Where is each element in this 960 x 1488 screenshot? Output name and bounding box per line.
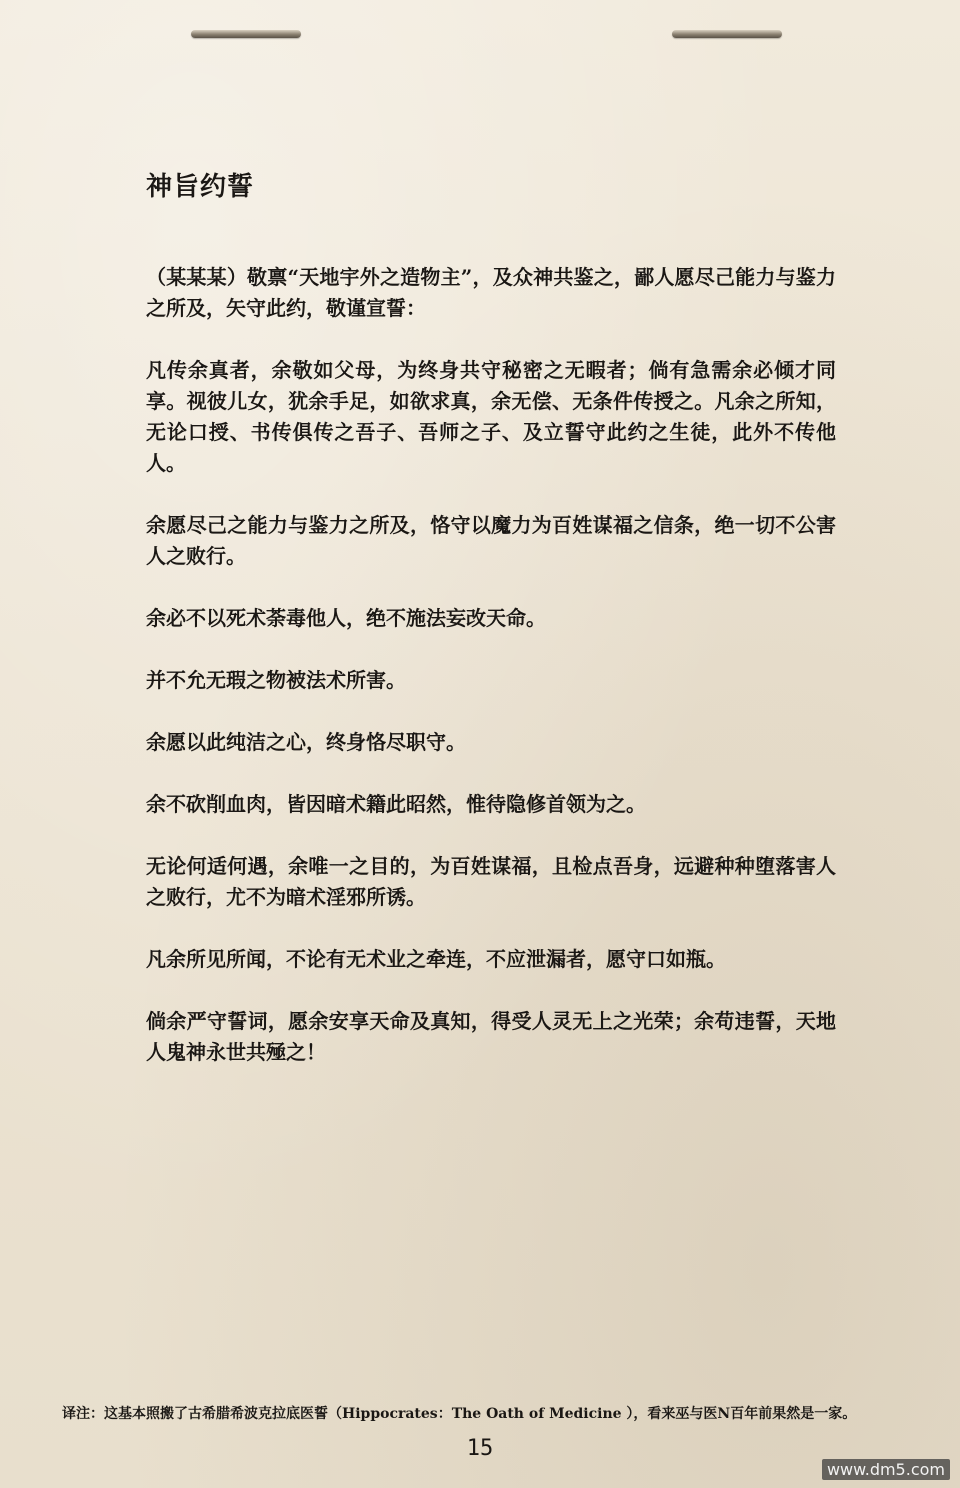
oath-body — [146, 262, 836, 1099]
binder-clip-left — [191, 30, 301, 38]
oath-paragraph-10: 倘余严守誓词，愿余安享天命及真知，得受人灵无上之光荣；余苟违誓，天地人鬼神永世共殛之！ — [146, 1009, 836, 1064]
binder-clip-right — [672, 30, 782, 38]
oath-paragraph-9: 凡余所见所闻，不论有无术业之牵连，不应泄漏者，愿守口如瓶。 — [146, 947, 726, 971]
page-number: 15 — [466, 1436, 494, 1461]
oath-paragraph-3: 余愿尽己之能力与鉴力之所及，恪守以魔力为百姓谋福之信条，绝一切不公害人之败行。 — [146, 513, 836, 568]
oath-paragraph-2: 凡传余真者，余敬如父母，为终身共守秘密之无暇者；倘有急需余必倾才同享。视彼儿女，犹余手足，如欲求真，余无偿、无条件传授之。凡余之所知，无论口授、书传俱传之吾子、吾师之子、及立誓守此约之生徒，此外不传他人。 — [146, 358, 836, 475]
site-watermark: www.dm5.com — [822, 1459, 950, 1480]
oath-paragraph-8: 无论何适何遇，余唯一之目的，为百姓谋福，且检点吾身，远避种种堕落害人之败行，尤不为暗术淫邪所诱。 — [146, 854, 836, 909]
oath-paragraph-1: （某某某）敬禀“天地宇外之造物主”，及众神共鉴之，鄙人愿尽己能力与鉴力之所及，矢守此约，敬谨宣誓： — [146, 265, 836, 320]
translator-note: 译注：这基本照搬了古希腊希波克拉底医誓（Hippocrates：The Oath of Medicine ），看来巫与医N百年前果然是一家。 — [62, 1406, 857, 1422]
oath-paragraph-7: 余不砍削血肉，皆因暗术籍此昭然，惟待隐修首领为之。 — [146, 792, 646, 816]
oath-title: 神旨约誓 — [146, 172, 255, 202]
oath-paragraph-4: 余必不以死术荼毒他人，绝不施法妄改天命。 — [146, 606, 546, 630]
oath-paragraph-6: 余愿以此纯洁之心，终身恪尽职守。 — [146, 730, 466, 754]
oath-paragraph-5: 并不允无瑕之物被法术所害。 — [146, 668, 406, 692]
